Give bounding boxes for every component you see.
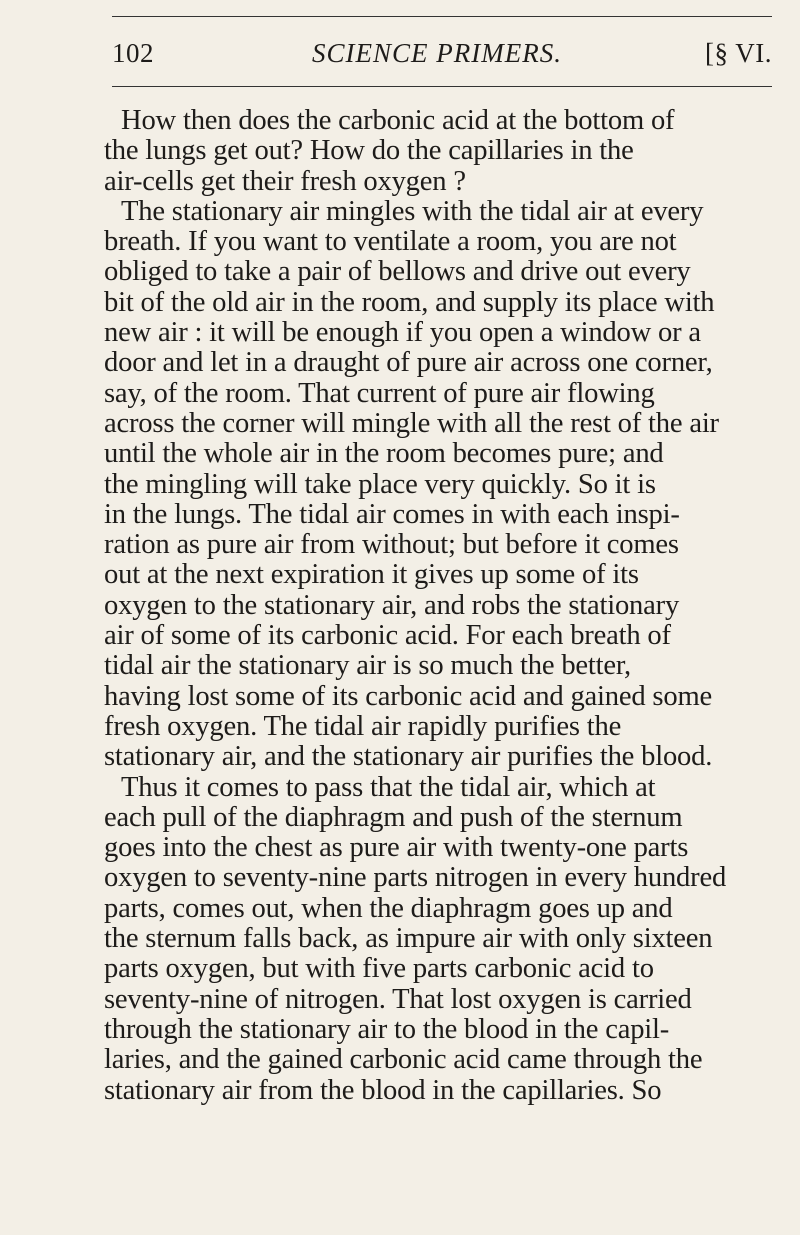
text-line: tidal air the stationary air is so much the better, <box>104 650 632 682</box>
text-line: obliged to take a pair of bellows and drive out every <box>104 256 691 288</box>
text-line: The stationary air mingles with the tidal air at every <box>121 195 704 227</box>
text-line: laries, and the gained carbonic acid came through the <box>104 1044 703 1076</box>
text-line: oxygen to the stationary air, and robs the stationary <box>104 589 680 621</box>
text-line: say, of the room. That current of pure air flowing <box>104 377 655 409</box>
body-text <box>104 106 768 1106</box>
text-line: through the stationary air to the blood in the capil- <box>104 1013 670 1045</box>
text-line: How then does the carbonic acid at the bottom of <box>121 105 675 136</box>
text-line: until the whole air in the room becomes pure; and <box>104 438 664 470</box>
top-rule <box>112 16 772 17</box>
text-line: the lungs get out? How do the capillaries in the <box>104 135 634 167</box>
text-line: air of some of its carbonic acid. For each breath of <box>104 620 671 652</box>
running-title: SCIENCE PRIMERS. <box>312 38 562 68</box>
page-header <box>112 38 772 78</box>
text-line: parts oxygen, but with five parts carbonic acid to <box>104 953 654 985</box>
text-line: in the lungs. The tidal air comes in with each inspi- <box>104 498 680 530</box>
page-number: 102 <box>112 38 154 68</box>
text-line: ration as pure air from without; but before it comes <box>104 529 679 561</box>
text-line: new air : it will be enough if you open a window or a <box>104 317 701 349</box>
text-line: air-cells get their fresh oxygen ? <box>104 165 466 197</box>
text-line: the sternum falls back, as impure air with only sixteen <box>104 923 713 955</box>
text-line: fresh oxygen. The tidal air rapidly purifies the <box>104 710 622 742</box>
header-rule <box>112 86 772 87</box>
text-line: seventy-nine of nitrogen. That lost oxygen is carried <box>104 983 692 1015</box>
text-line: each pull of the diaphragm and push of the sternum <box>104 801 683 833</box>
text-line: goes into the chest as pure air with twenty-one parts <box>104 832 689 864</box>
text-line: bit of the old air in the room, and supply its place with <box>104 286 715 318</box>
text-line: parts, comes out, when the diaphragm goes up and <box>104 892 673 924</box>
text-line: the mingling will take place very quickly. So it is <box>104 468 656 500</box>
text-line: out at the next expiration it gives up some of its <box>104 559 639 591</box>
text-line: stationary air from the blood in the capillaries. So <box>104 1074 662 1106</box>
section-marker: [§ VI. <box>705 38 772 68</box>
text-line: across the corner will mingle with all the rest of the air <box>104 407 719 439</box>
text-line: having lost some of its carbonic acid and gained some <box>104 680 712 712</box>
text-line: oxygen to seventy-nine parts nitrogen in every hundred <box>104 862 727 894</box>
text-line: breath. If you want to ventilate a room, you are not <box>104 226 677 258</box>
text-line: door and let in a draught of pure air across one corner, <box>104 347 713 379</box>
text-line: Thus it comes to pass that the tidal air, which at <box>121 771 656 803</box>
text-line: stationary air, and the stationary air purifies the blood. <box>104 741 713 773</box>
